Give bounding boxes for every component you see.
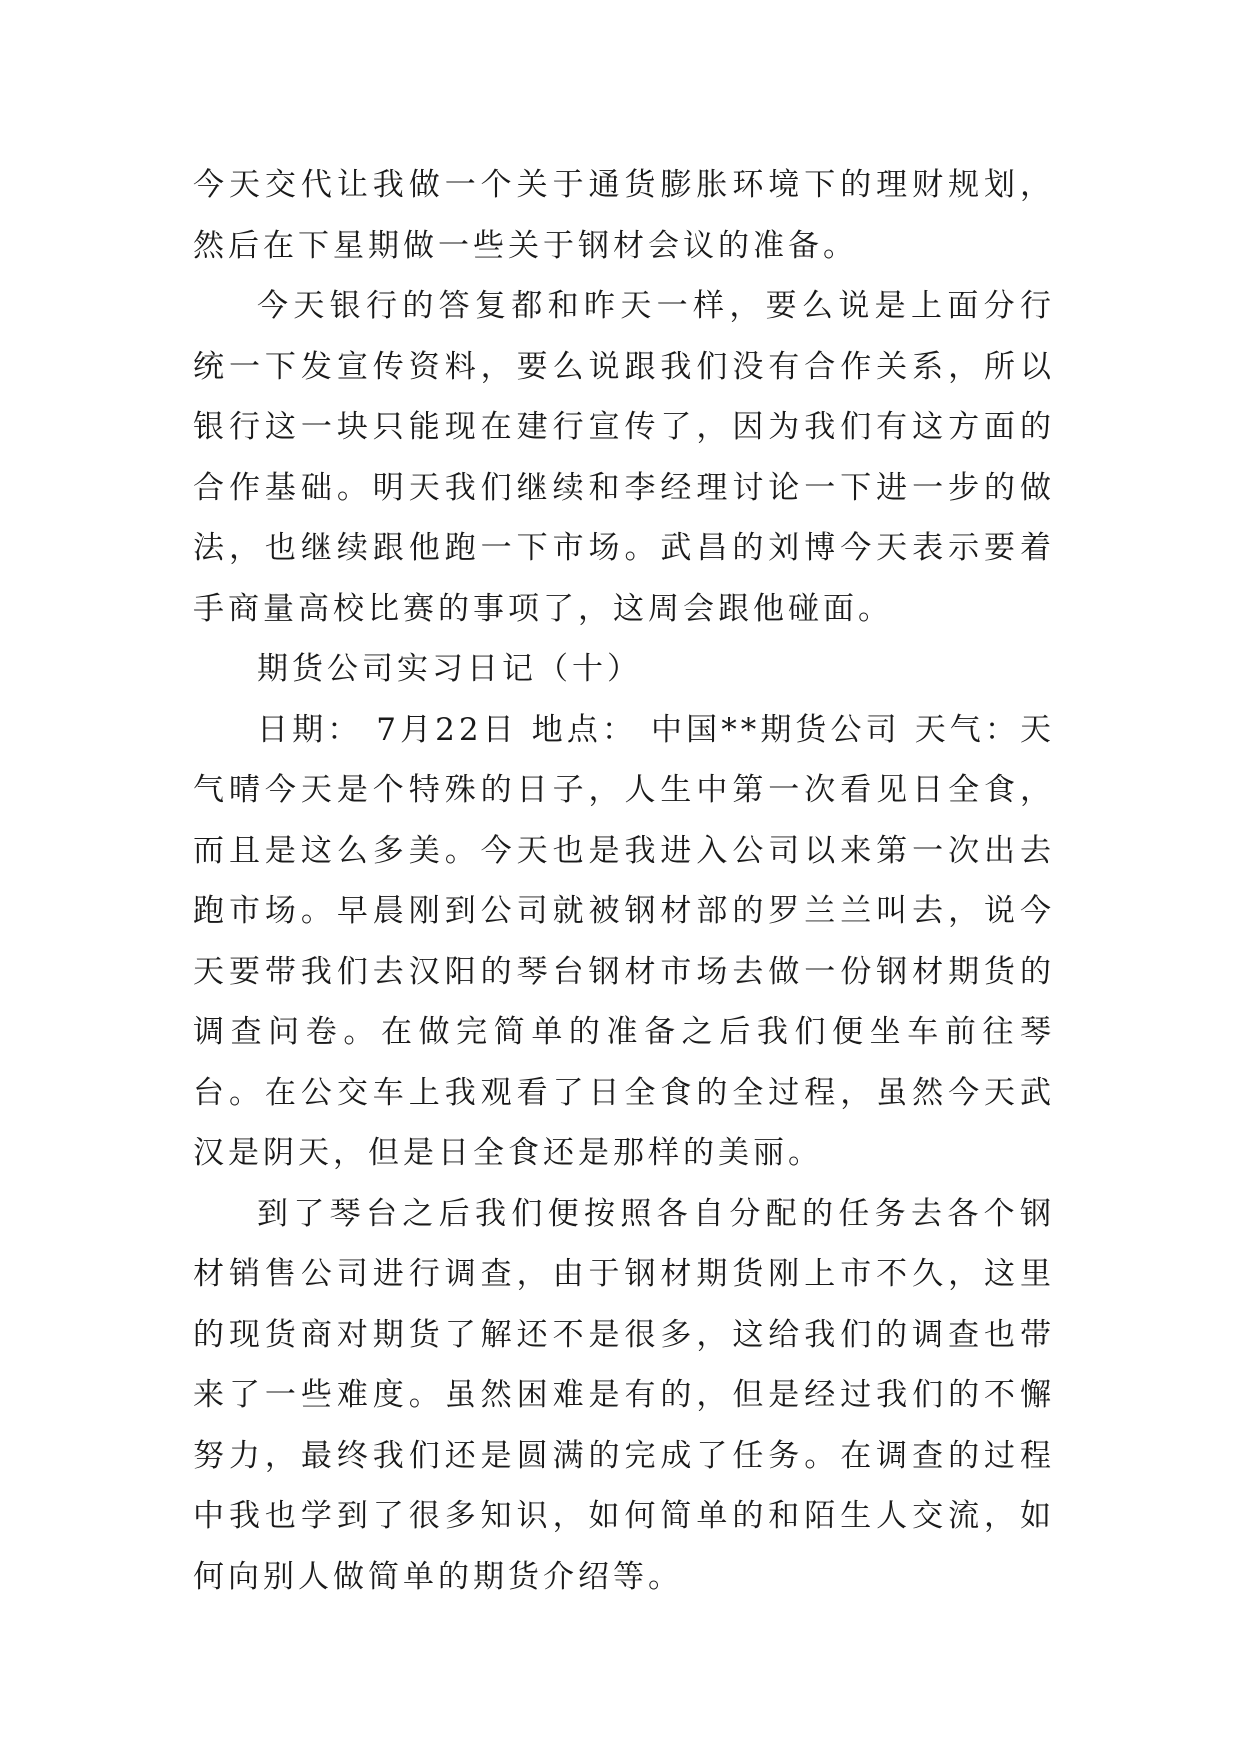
paragraph-4: 到了琴台之后我们便按照各自分配的任务去各个钢材销售公司进行调查，由于钢材期货刚上市不久，这里的现货商对期货了解还不是很多，这给我们的调查也带来了一些难度。虽然困难是有的，但是经过我们的不懈努力，最终我们还是圆满的完成了任务。在调查的过程中我也学到了很多知识，如何简单的和陌生人交流，如何向别人做简单的期货介绍等。 xyxy=(193,1195,1055,1595)
paragraph-3: 日期： 7月22日 地点： 中国**期货公司 天气：天气晴今天是个特殊的日子，人生中第一次看见日全食，而且是这么多美。今天也是我进入公司以来第一次出去跑市场。早晨刚到公司就被钢材部的罗兰兰叫去，说今天要带我们去汉阳的琴台钢材市场去做一份钢材期货的调查问卷。在做完简单的准备之后我们便坐车前往琴台。在公交车上我观看了日全食的全过程，虽然今天武汉是阴天，但是日全食还是那样的美丽。 xyxy=(193,711,1055,1171)
document-body xyxy=(193,155,1055,1607)
section-heading: 期货公司实习日记（十） xyxy=(257,651,642,687)
paragraph-1: 今天交代让我做一个关于通货膨胀环境下的理财规划，然后在下星期做一些关于钢材会议的准备。 xyxy=(193,167,1055,264)
paragraph-2: 今天银行的答复都和昨天一样，要么说是上面分行统一下发宣传资料，要么说跟我们没有合作关系，所以银行这一块只能现在建行宣传了，因为我们有这方面的合作基础。明天我们继续和李经理讨论一下进一步的做法，也继续跟他跑一下市场。武昌的刘博今天表示要着手商量高校比赛的事项了，这周会跟他碰面。 xyxy=(193,288,1055,627)
